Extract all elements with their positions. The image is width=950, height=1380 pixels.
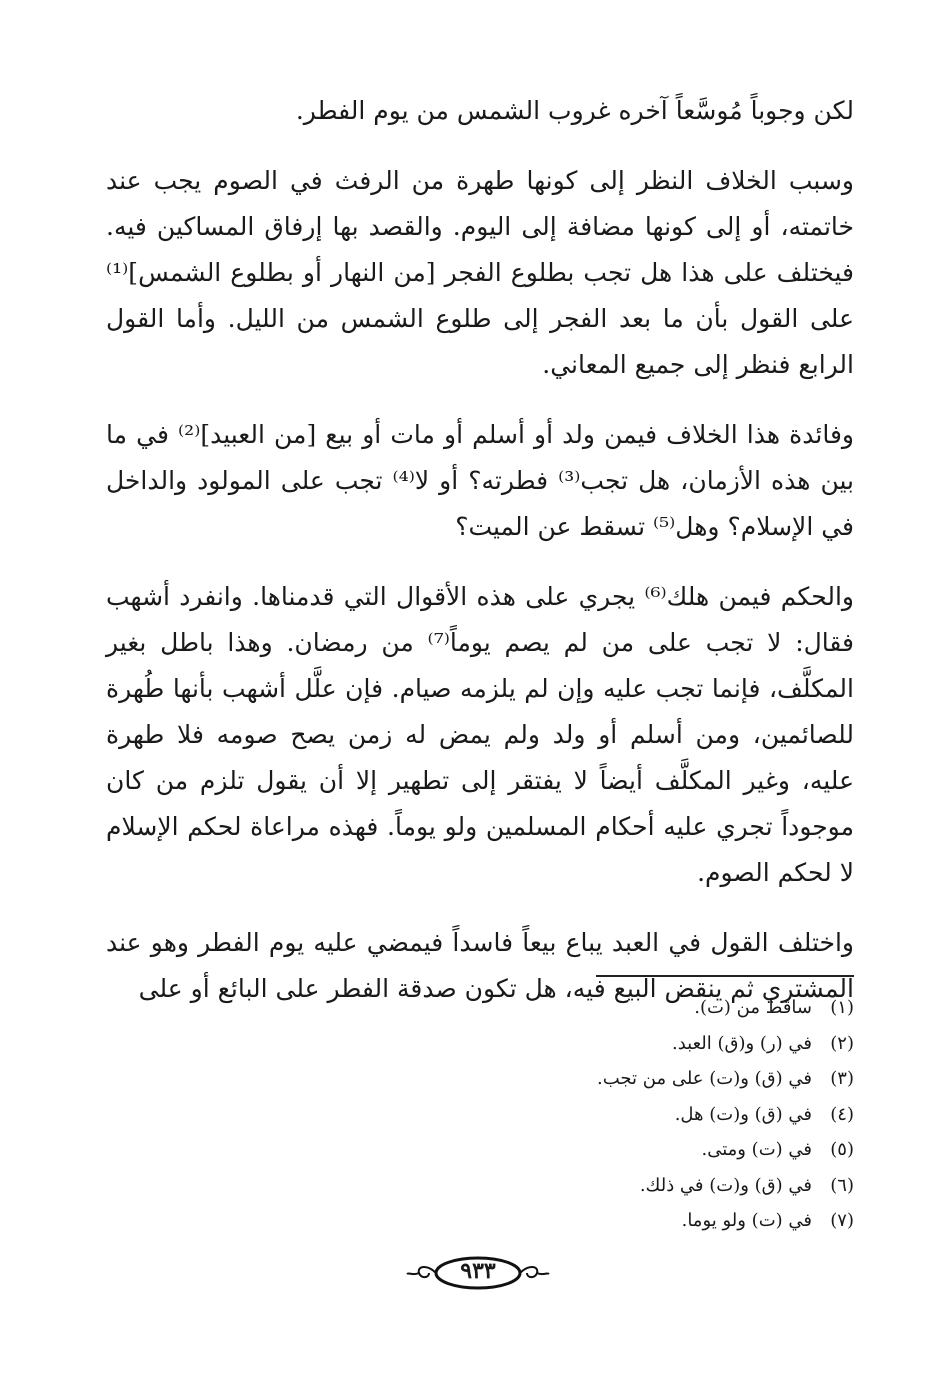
paragraph-5: واختلف القول في العبد يباع بيعاً فاسداً فيمضي عليه يوم الفطر وهو عند المشتري ثم ينقض البيع فيه، هل تكون صدقة الفطر على البائع أو على [106, 928, 854, 1003]
footnote-number: (٣) [830, 1068, 854, 1089]
footnote-number: (٥) [830, 1139, 854, 1160]
footnote-number: (١) [830, 997, 854, 1018]
footnote-number: (٤) [830, 1103, 854, 1125]
footnote-number: (٦) [830, 1174, 854, 1196]
footnote-text: في (ق) و(ت) في ذلك. [639, 1174, 812, 1196]
footnote-text: في (ق) و(ت) هل. [674, 1103, 812, 1125]
footnote-item [106, 1203, 854, 1239]
footnote-item [106, 1097, 854, 1133]
page-number-ornament [405, 1254, 551, 1292]
footnote-item [106, 990, 854, 1026]
paragraph-1: لكن وجوباً مُوسَّعاً آخره غروب الشمس من يوم الفطر. [295, 96, 854, 125]
footnote-separator [596, 975, 854, 977]
main-text [106, 88, 854, 1036]
paragraph-3: وفائدة هذا الخلاف فيمن ولد أو أسلم أو مات أو بيع [من العبيد]⁽²⁾ في ما بين هذه الأزمان، هل تجب⁽³⁾ فطرته؟ أو لا⁽⁴⁾ تجب على المولود والداخل في الإسلام؟ وهل⁽⁵⁾ تسقط عن الميت؟ [106, 420, 855, 541]
footnote-item [106, 1061, 854, 1097]
footnote-number: (٢) [830, 1032, 854, 1054]
footnote-text: في (ر) و(ق) العبد. [672, 1032, 812, 1054]
footnote-text: ساقط من (ت). [694, 997, 812, 1018]
paragraph-4: والحكم فيمن هلك⁽⁶⁾ يجري على هذه الأقوال التي قدمناها. وانفرد أشهب فقال: لا تجب على من لم يصم يوماً⁽⁷⁾ من رمضان. وهذا باطل بغير المكلَّف، فإنما تجب عليه وإن لم يلزمه صيام. فإن علَّل أشهب بأنها طُهرة للصائمين، ومن أسلم أو ولد ولم يمض له زمن يصح صومه فلا طهرة عليه، وغير المكلَّف أيضاً لا يفتقر إلى تطهير إلا أن يقول تلزم من كان موجوداً تجري عليه أحكام المسلمين ولو يوماً. فهذه مراعاة لحكم الإسلام لا لحكم الصوم. [106, 582, 855, 887]
footnote-number: (٧) [830, 1210, 854, 1231]
page-number: ٩٣٣ [460, 1258, 496, 1284]
footnote-text: في (ت) ومتى. [701, 1139, 812, 1160]
footnote-text: في (ق) و(ت) على من تجب. [597, 1068, 812, 1089]
footnote-text: في (ت) ولو يوما. [681, 1210, 812, 1231]
footnotes [106, 990, 854, 1239]
footnote-item [106, 1132, 854, 1168]
paragraph-2: وسبب الخلاف النظر إلى كونها طهرة من الرفث في الصوم يجب عند خاتمته، أو إلى كونها مضافة إلى اليوم. والقصد بها إرفاق المساكين فيه. فيختلف على هذا هل تجب بطلوع الفجر [من النهار أو بطلوع الشمس]⁽¹⁾ على القول بأن ما بعد الفجر إلى طلوع الشمس من الليل. وأما القول الرابع فنظر إلى جميع المعاني. [106, 166, 854, 379]
footnote-item [106, 1026, 854, 1062]
footnote-item [106, 1168, 854, 1204]
